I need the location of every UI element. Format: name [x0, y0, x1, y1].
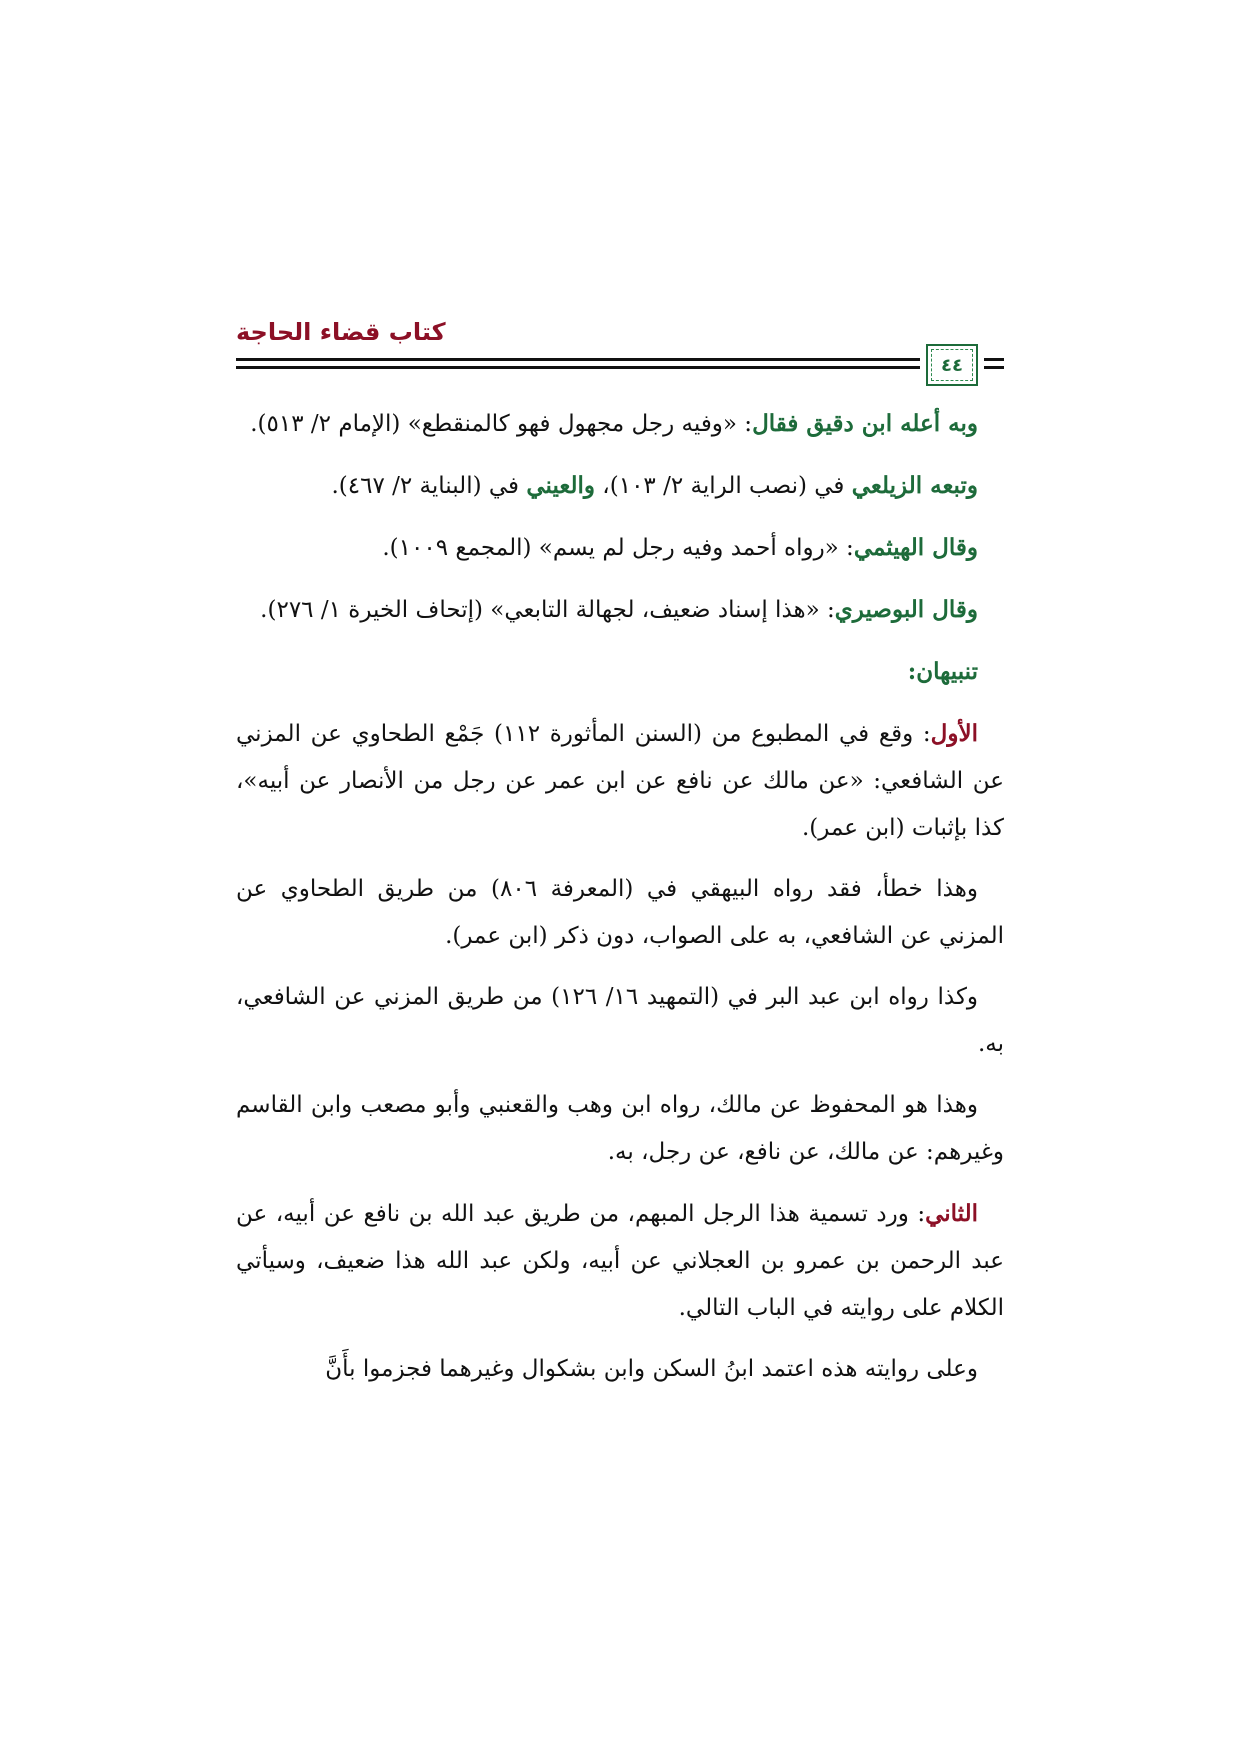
- note-lead: الثاني: [925, 1200, 978, 1227]
- citation-text: في (نصب الراية ٢/ ١٠٣)،: [595, 473, 852, 499]
- paragraph-text: وعلى روايته هذه اعتمد ابنُ السكن وابن بشكوال وغيرهما فجزموا بأَنَّ: [325, 1356, 978, 1382]
- paragraph-busiri: [236, 586, 1004, 634]
- paragraph-haythami: [236, 524, 1004, 572]
- header-rules: [236, 358, 1004, 372]
- note-lead: الأول: [930, 720, 978, 747]
- page-body: [236, 400, 1004, 1407]
- citation-lead: وقال الهيثمي: [853, 534, 978, 561]
- paragraph-text: وهذا هو المحفوظ عن مالك، رواه ابن وهب والقعنبي وأبو مصعب وابن القاسم وغيرهم: عن مالك، عن نافع، عن رجل، به.: [236, 1092, 1004, 1165]
- paragraph-first-note: [236, 710, 1004, 852]
- paragraph-ibn-daqiq: [236, 400, 1004, 448]
- citation-text: : «وفيه رجل مجهول فهو كالمنقطع» (الإمام ٢/ ٥١٣).: [250, 411, 753, 437]
- header-rule-right-bottom: [984, 366, 1004, 369]
- notes-heading: تنبيهان:: [907, 658, 978, 685]
- note-text: : ورد تسمية هذا الرجل المبهم، من طريق عبد الله بن نافع عن أبيه، عن عبد الرحمن بن عمرو بن العجلاني عن أبيه، ولكن عبد الله هذا ضعيف، وسيأتي الكلام على روايته في الباب التالي.: [236, 1201, 1004, 1321]
- section-heading: [236, 648, 1004, 696]
- paragraph-text: وكذا رواه ابن عبد البر في (التمهيد ١٦/ ١٢٦) من طريق المزني عن الشافعي، به.: [236, 984, 1004, 1057]
- citation-lead: وبه أعله ابن دقيق فقال: [752, 410, 978, 437]
- paragraph-second-note: [236, 1190, 1004, 1332]
- note-text: : وقع في المطبوع من (السنن المأثورة ١١٢) جَمْع الطحاوي عن المزني عن الشافعي: «عن مالك عن نافع عن ابن عمر عن رجل من الأنصار عن أبيه»، كذا بإثبات (ابن عمر).: [236, 721, 1004, 841]
- citation-lead: وتبعه الزيلعي: [851, 472, 978, 499]
- page-number: ٤٤: [941, 354, 963, 376]
- paragraph-zaylai: [236, 462, 1004, 510]
- header-rule-right-top: [984, 358, 1004, 361]
- citation-lead: والعيني: [526, 472, 595, 499]
- citation-text: في (البناية ٢/ ٤٦٧).: [331, 473, 527, 499]
- citation-lead: وقال البوصيري: [834, 596, 978, 623]
- citation-text: : «هذا إسناد ضعيف، لجهالة التابعي» (إتحاف الخيرة ١/ ٢٧٦).: [260, 597, 835, 623]
- paragraph-text: وهذا خطأ، فقد رواه البيهقي في (المعرفة ٨٠٦) من طريق الطحاوي عن المزني عن الشافعي، به على الصواب، دون ذكر (ابن عمر).: [236, 876, 1004, 949]
- page-header: [236, 318, 1004, 390]
- header-rule-left-bottom: [236, 366, 920, 369]
- book-title: كتاب قضاء الحاجة: [236, 318, 446, 346]
- header-rule-left-top: [236, 358, 920, 361]
- citation-text: : «رواه أحمد وفيه رجل لم يسم» (المجمع ١٠٠٩).: [382, 535, 854, 561]
- page-number-ornament-icon: [926, 344, 978, 386]
